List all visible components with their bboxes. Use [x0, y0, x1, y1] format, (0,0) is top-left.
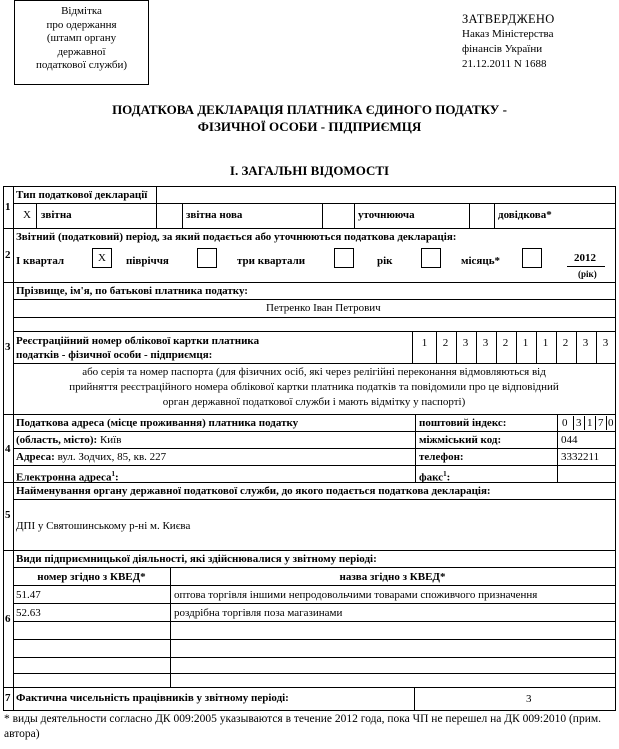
grid-line — [13, 203, 615, 204]
grid-line — [573, 416, 574, 430]
row-number: 5 — [5, 509, 11, 521]
reg-digit[interactable]: 1 — [542, 337, 549, 349]
grid-line — [13, 657, 615, 658]
phone-label: телефон: — [419, 451, 464, 463]
postal-digit[interactable]: 3 — [576, 417, 582, 429]
postal-digit[interactable]: 0 — [608, 417, 614, 429]
period-half-year[interactable]: півріччя — [126, 255, 169, 267]
period-label: Звітний (податковий) період, за який подається або уточнюються податкова декларація: — [16, 231, 457, 243]
taxpayer-name[interactable]: Петренко Іван Петрович — [266, 302, 381, 314]
grid-line — [412, 331, 413, 363]
column-header-code: номер згідно з КВЕД* — [37, 571, 146, 583]
approval-line: Наказ Міністерства — [462, 28, 554, 40]
grid-line — [36, 203, 37, 228]
period-month[interactable]: місяць* — [461, 255, 501, 267]
address-label-line2: (область, місто): — [16, 434, 98, 446]
grid-line — [494, 203, 495, 228]
period-nine-months-checkbox[interactable] — [334, 248, 354, 268]
reg-digit[interactable]: 2 — [502, 337, 509, 349]
grid-line — [322, 203, 323, 228]
row-number: 3 — [5, 341, 11, 353]
grid-line — [13, 431, 615, 432]
intercity-code[interactable]: 044 — [561, 434, 578, 446]
title-line-2: ФІЗИЧНОЇ ОСОБИ - ПІДПРИЄМЦЯ — [197, 119, 422, 134]
postal-digit[interactable]: 0 — [562, 417, 568, 429]
period-month-checkbox[interactable] — [522, 248, 542, 268]
period-year-value[interactable]: 2012 — [574, 252, 596, 264]
reg-digit[interactable]: 2 — [562, 337, 569, 349]
grid-line — [567, 266, 605, 267]
fax-colon: : — [446, 471, 451, 484]
email-sup: 1 — [111, 470, 116, 478]
grid-line — [13, 621, 615, 622]
column-header-name: назва згідно з КВЕД* — [339, 571, 446, 583]
postal-digit[interactable]: 7 — [598, 417, 604, 429]
receipt-stamp-box — [14, 0, 149, 85]
grid-line — [182, 203, 183, 228]
section-divider — [4, 414, 615, 415]
grid-line — [13, 317, 615, 318]
option-zvitna[interactable]: звітна — [41, 209, 72, 221]
address-city[interactable]: Київ — [99, 434, 122, 446]
activity-name[interactable]: оптова торгівля іншими непродовольчими товарами споживчого призначення — [174, 589, 538, 601]
grid-line — [156, 187, 157, 203]
passport-note: або серія та номер паспорта (для фізичних осіб, які через релігійні переконання відмовляються від — [82, 366, 546, 378]
period-year-caption: (рік) — [578, 269, 597, 279]
grid-line — [354, 203, 355, 228]
period-year-checkbox[interactable] — [421, 248, 441, 268]
approval-line: фінансів України — [462, 43, 543, 55]
row-number: 1 — [5, 201, 11, 213]
section-divider — [4, 282, 615, 283]
email-colon: : — [115, 471, 119, 484]
option-zvitna-nova[interactable]: звітна нова — [186, 209, 243, 221]
street-label: Адреса: — [16, 451, 55, 463]
postal-digit[interactable]: 1 — [587, 417, 593, 429]
grid-line — [584, 416, 585, 430]
row-number: 4 — [5, 443, 11, 455]
grid-line — [13, 673, 615, 674]
section-divider — [4, 550, 615, 551]
stamp-line: податкової служби) — [35, 59, 128, 71]
footnote: * виды деятельности согласно ДК 009:2005 указываются в течение 2012 года, пока ЧП не перешел на ДК 009:2010 (прим. автора) — [4, 713, 601, 740]
grid-line — [13, 299, 615, 300]
activity-code[interactable]: 51.47 — [16, 589, 41, 601]
grid-line — [13, 639, 615, 640]
reg-digit[interactable]: 3 — [462, 337, 469, 349]
name-label: Прізвище, ім'я, по батькові платника податку: — [16, 285, 248, 297]
period-nine-months[interactable]: три квартали — [237, 255, 306, 267]
email-label: Електронна адреса — [16, 471, 112, 484]
reg-digit[interactable]: 3 — [602, 337, 609, 349]
intercity-code-label: міжміський код: — [419, 434, 502, 446]
passport-note: прийняття реєстраційного номера облікової картки платника податків та повідомили про це відповідний — [69, 381, 559, 393]
activity-code[interactable]: 52.63 — [16, 607, 41, 619]
row-number: 6 — [5, 613, 11, 625]
grid-line — [595, 416, 596, 430]
grid-line — [156, 203, 157, 228]
row-number: 7 — [5, 692, 11, 704]
grid-line — [13, 448, 615, 449]
employees-count[interactable]: 3 — [526, 693, 532, 705]
grid-line — [13, 567, 615, 568]
period-year[interactable]: рік — [377, 255, 393, 267]
approval-block — [462, 12, 555, 72]
reg-digit[interactable]: 2 — [442, 337, 449, 349]
declaration-form — [3, 186, 616, 711]
option-utochnyuyucha[interactable]: уточнююча — [358, 209, 415, 221]
employees-label: Фактична чисельність працівників у звітному періоді: — [16, 692, 289, 704]
option-dovidkova[interactable]: довідкова* — [498, 209, 552, 221]
row-number: 2 — [5, 249, 11, 261]
approval-title: ЗАТВЕРДЖЕНО — [462, 12, 555, 26]
reg-number-label-line2: податків - фізичної особи - підприємця: — [16, 349, 213, 361]
declaration-type-label: Тип податкової декларації — [16, 189, 148, 201]
reg-digit[interactable]: 3 — [582, 337, 589, 349]
grid-line — [13, 499, 615, 500]
phone-value[interactable]: 3332211 — [561, 451, 600, 463]
period-q1[interactable]: I квартал — [16, 255, 65, 267]
tax-office-label: Найменування органу державної податкової служби, до якого подається податкова декларація: — [16, 485, 491, 497]
tax-office-value[interactable]: ДПІ у Святошинському р-ні м. Києва — [16, 520, 191, 532]
reg-digit[interactable]: 3 — [482, 337, 489, 349]
address-street[interactable]: вул. Зодчих, 85, кв. 227 — [57, 451, 167, 463]
reg-digit[interactable]: 1 — [421, 337, 428, 349]
period-q1-checkbox[interactable]: Х — [92, 248, 112, 268]
approval-line: 21.12.2011 N 1688 — [462, 58, 547, 70]
grid-line — [469, 203, 470, 228]
fax-sup: 1 — [443, 470, 447, 478]
grid-line — [13, 363, 615, 364]
reg-digit[interactable]: 1 — [522, 337, 529, 349]
grid-line — [13, 465, 615, 466]
grid-line — [606, 416, 607, 430]
section-divider — [4, 228, 615, 229]
passport-note: орган державної податкової служби і мають відмітку у паспорті) — [162, 396, 466, 408]
stamp-line: Відмітка — [61, 5, 102, 17]
activity-name[interactable]: роздрібна торгівля поза магазинами — [174, 607, 343, 619]
grid-line — [13, 603, 615, 604]
title-line-1: ПОДАТКОВА ДЕКЛАРАЦІЯ ПЛАТНИКА ЄДИНОГО ПОДАТКУ - — [112, 102, 507, 117]
section-divider — [4, 687, 615, 688]
postal-code-label: поштовий індекс: — [419, 417, 507, 429]
section-title: І. ЗАГАЛЬНІ ВІДОМОСТІ — [229, 163, 390, 178]
grid-line — [414, 687, 415, 710]
declaration-type-mark: Х — [23, 209, 31, 221]
address-label-line1: Податкова адреса (місце проживання) платника податку — [16, 417, 299, 429]
period-half-year-checkbox[interactable] — [197, 248, 217, 268]
grid-line — [13, 585, 615, 586]
grid-line — [13, 331, 615, 332]
activities-label: Види підприємницької діяльності, які здійснювалися у звітному періоді: — [16, 553, 377, 565]
stamp-line: державної — [57, 45, 106, 58]
stamp-line: про одержання — [46, 18, 117, 31]
reg-number-label-line1: Реєстраційний номер облікової картки платника — [16, 335, 260, 347]
fax-label: факс — [419, 471, 444, 484]
stamp-line: (штамп органу — [46, 32, 117, 44]
document-title — [0, 101, 619, 135]
